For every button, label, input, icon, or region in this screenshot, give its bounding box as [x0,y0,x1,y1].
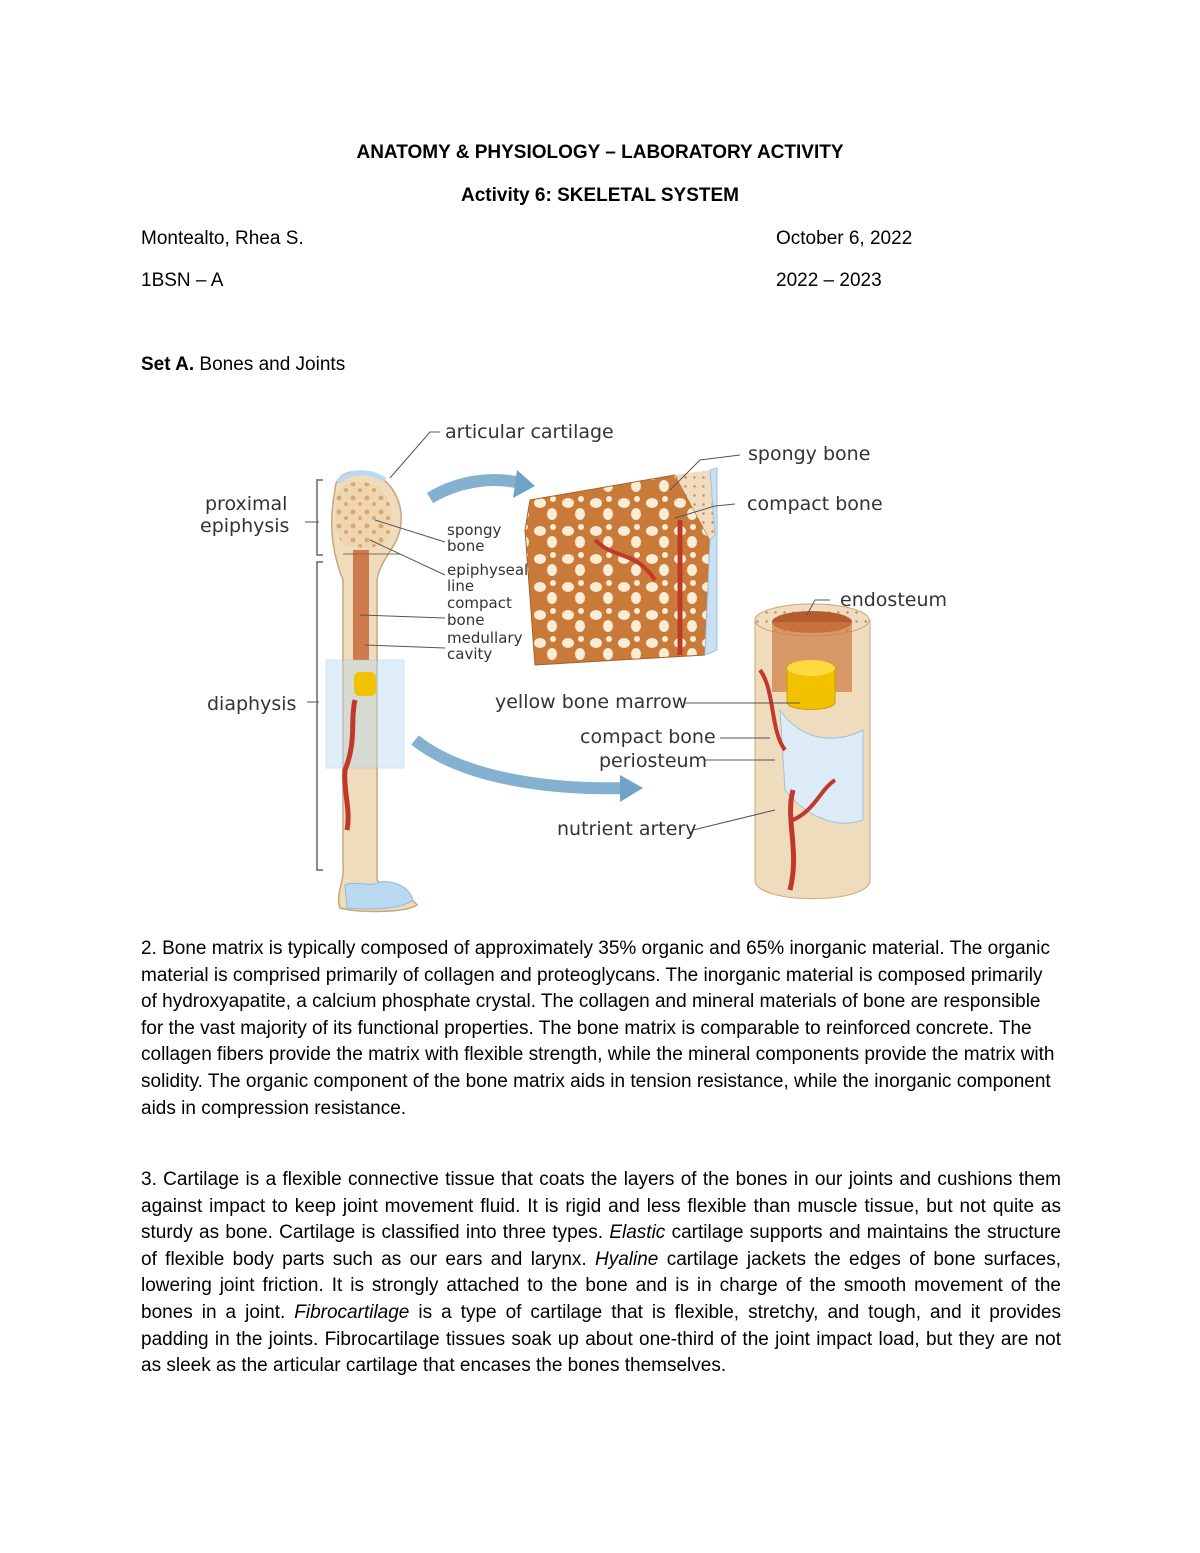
label-epiphyseal-2: line [447,577,475,595]
proximal-bracket [317,480,323,555]
set-a-label: Set A. [141,354,195,375]
fibrocartilage-text: is a type of cartilage that is flexible, stretchy, and tough, and it provides padding in the joints. Fibrocartilage tissues soak up about one-third of the joint impact load, but they are not as sleek as the articular cartilage that encases the bones themselves. [141,1301,1062,1377]
class-section: 1BSN – A [141,270,224,291]
label-articular-cartilage: articular cartilage [445,421,614,443]
zoom-arrow-bottom-head [620,775,643,802]
set-a-heading [141,354,345,376]
cartilage-intro: 3. Cartilage is a flexible connective tissue that coats the layers of the bones in our joints and cushions them against impact to keep joint movement fluid. It is rigid and less flexible than muscle tissue, but not quite as sturdy as bone. Cartilage is classified into three types. [141,1169,1061,1244]
paragraph-bone-matrix: 2. Bone matrix is typically composed of approximately 35% organic and 65% inorganic material. The organic material is comprised primarily of collagen and proteoglycans. The inorganic material is composed primarily of hydroxyapatite, a calcium phosphate crystal. The collagen and mineral materials of bone are responsible for the vast majority of its functional properties. The bone matrix is comparable to reinforced concrete. The collagen fibers provide the matrix with flexible strength, while the mineral components provide the matrix with solidity. The organic component of the bone matrix aids in tension resistance, while the inorganic component aids in compression resistance. [141,938,1055,1119]
label-compact-2: bone [447,611,485,629]
label-epiphyseal-1: epiphyseal [447,561,529,579]
hyaline-text: cartilage jackets the edges of bone surfaces, lowering joint friction. It is strongly attached to the bone and is in charge of the smooth movement of the bones in a joint. [141,1248,1061,1323]
label-spongy-1: spongy [447,521,502,539]
term-fibrocartilage: Fibrocartilage [294,1301,410,1323]
label-yellow-bone-marrow: yellow bone marrow [495,691,688,713]
label-medullary-2: cavity [447,645,493,663]
elastic-text: cartilage supports and maintains the structure of flexible body parts such as our ears and larynx. [141,1222,1061,1270]
zoom-arrow-top [430,480,525,498]
label-nutrient-artery: nutrient artery [557,818,697,840]
label-compact-1: compact [447,594,512,612]
long-bone [326,471,417,911]
school-year: 2022 – 2023 [776,270,882,291]
label-diaphysis: diaphysis [207,693,297,715]
term-hyaline: Hyaline [595,1248,659,1270]
label-epiphysis: epiphysis [200,515,290,537]
label-proximal: proximal [205,493,288,515]
label-spongy-2: bone [447,537,485,555]
label-medullary-1: medullary [447,629,523,647]
activity-date: October 6, 2022 [776,228,913,249]
paragraph-cartilage [141,1167,1061,1380]
diaphysis-bracket [317,562,323,870]
spongy-bone-inset [525,468,717,665]
label-periosteum: periosteum [599,750,708,772]
zoom-arrow-top-head [513,470,535,498]
document-title: ANATOMY & PHYSIOLOGY – LABORATORY ACTIVITY [356,142,844,163]
label-endosteum: endosteum [840,589,948,611]
label-spongy-bone: spongy bone [748,443,871,465]
label-compact-bone-mid: compact bone [580,726,716,748]
set-a-text: Bones and Joints [199,354,346,375]
activity-subtitle: Activity 6: SKELETAL SYSTEM [460,185,739,206]
compact-bone-inset [755,604,870,899]
term-elastic: Elastic [609,1222,666,1244]
student-name: Montealto, Rhea S. [141,228,304,249]
label-compact-bone-top: compact bone [747,493,883,515]
long-bone-diagram [195,410,965,915]
